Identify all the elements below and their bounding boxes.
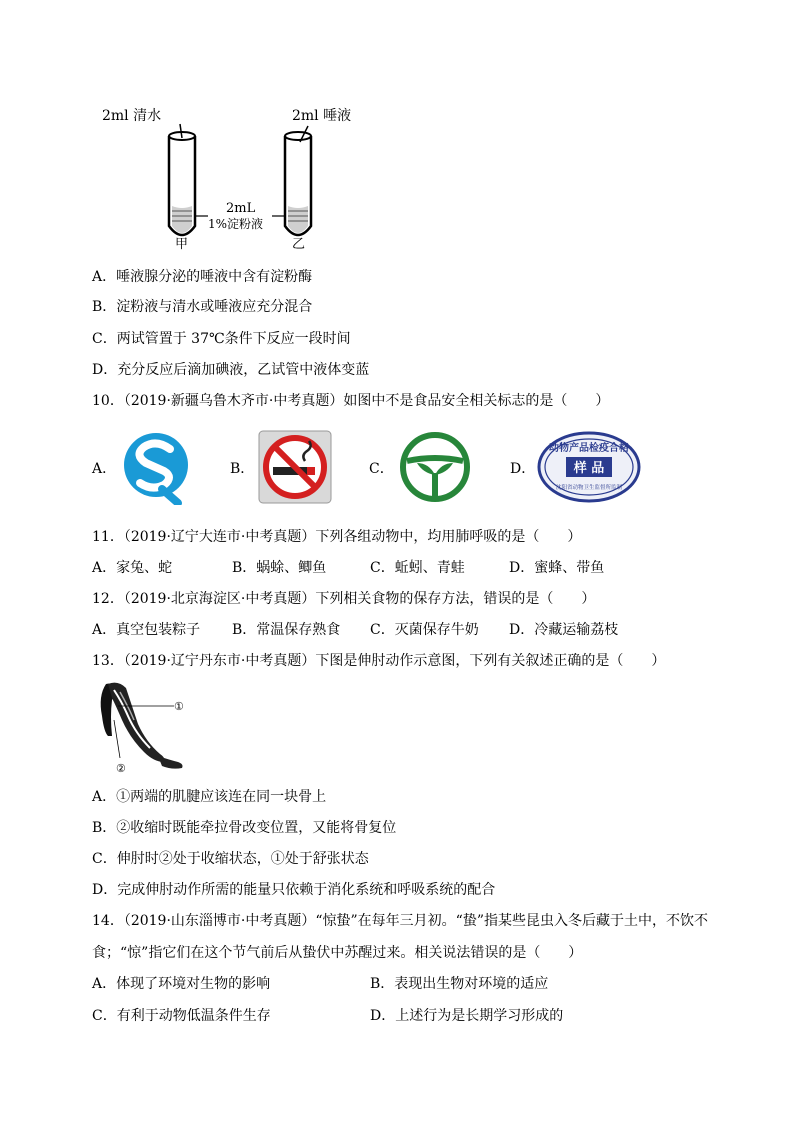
q10-label-a: A． — [92, 461, 117, 477]
tube-yi — [285, 132, 311, 235]
quarantine-seal-icon — [536, 429, 642, 505]
mid-label-starch: 1%淀粉液 — [208, 217, 264, 231]
q12-stem: 12．（2019·北京海淀区·中考真题）下列相关食物的保存方法，错误的是（ ） — [92, 591, 596, 607]
q13-stem: 13．（2019·辽宁丹东市·中考真题）下图是伸肘动作示意图，下列有关叙述正确的是（ ） — [92, 653, 666, 669]
q12-option-c: C．灭菌保存牛奶 — [370, 622, 479, 638]
q14-options-row2 — [92, 1006, 712, 1026]
q13-option-c: C．伸肘时②处于收缩状态，①处于舒张状态 — [92, 851, 369, 867]
q10-label-c: C． — [369, 461, 394, 477]
mid-label-volume: 2mL — [226, 201, 256, 216]
q11-option-b: B．蜗蜍、鲫鱼 — [232, 560, 327, 576]
q12-option-a: A．真空包装粽子 — [92, 622, 201, 638]
q12-options — [92, 620, 712, 640]
q13-option-b: B．②收缩时既能牵拉骨改变位置，又能将骨复位 — [92, 820, 397, 836]
q13-option-d: D．完成伸肘动作所需的能量只依赖于消化系统和呼吸系统的配合 — [92, 882, 496, 898]
q14-stem-line2: 食；“惊”指它们在这个节气前后从蛰伏中苏醒过来。相关说法错误的是（ ） — [92, 945, 583, 961]
q12-option-b: B．常温保存熟食 — [232, 622, 341, 638]
q11-option-d: D．蜜蜂、带鱼 — [509, 560, 605, 576]
green-food-icon — [397, 429, 473, 505]
q14-options-row1 — [92, 974, 712, 994]
marker-1: ① — [174, 700, 184, 713]
q12-option-d: D．冷藏运输荔枝 — [509, 622, 619, 638]
q11-options — [92, 558, 712, 578]
q11-option-c: C．蚯蚓、青蛙 — [370, 560, 465, 576]
q9-option-c: C．两试管置于 37℃条件下反应一段时间 — [92, 331, 351, 347]
q11-option-a: A．家兔、蛇 — [92, 560, 173, 576]
tube-label-jia: 甲 — [175, 237, 189, 250]
q10-label-d: D． — [510, 461, 536, 477]
tube-jia — [169, 132, 195, 235]
q14-option-a: A．体现了环境对生物的影响 — [92, 976, 271, 992]
q11-stem: 11．（2019·辽宁大连市·中考真题）下列各组动物中，均用肺呼吸的是（ ） — [92, 529, 582, 545]
marker-2: ② — [116, 762, 126, 775]
left-tube-label: 2ml 清水 — [102, 108, 162, 124]
q9-option-b: B．淀粉液与清水或唾液应充分混合 — [92, 299, 313, 315]
q10-stem: 10．（2019·新疆乌鲁木齐市·中考真题）如图中不是食品安全相关标志的是（ ） — [92, 393, 610, 409]
seal-top-text: 动物产品检疫合格 — [549, 443, 629, 454]
q13-option-a: A．①两端的肌腱应该连在同一块骨上 — [92, 789, 327, 805]
seal-center-text: 样 品 — [573, 461, 605, 476]
q14-option-c: C．有利于动物低温条件生存 — [92, 1008, 271, 1024]
qs-logo-icon — [118, 429, 194, 505]
q9-option-a: A．唾液腺分泌的唾液中含有淀粉酶 — [92, 269, 313, 285]
q14-option-b: B．表现出生物对环境的适应 — [370, 976, 549, 992]
q14-stem-line1: 14．（2019·山东淄博市·中考真题）“惊蛰”在每年三月初。“蛰”指某些昆虫入冬后藏于土中，不饮不 — [92, 913, 708, 929]
no-smoking-icon — [257, 429, 333, 505]
elbow-extension-figure — [94, 676, 204, 776]
seal-small-text: 沈阳省动物卫生监督所监制 — [555, 485, 623, 491]
q14-option-d: D．上述行为是长期学习形成的 — [370, 1008, 564, 1024]
test-tube-figure — [96, 98, 366, 250]
right-tube-label: 2ml 唾液 — [292, 108, 352, 124]
tube-label-yi: 乙 — [292, 237, 306, 250]
q9-option-d: D．充分反应后滴加碘液，乙试管中液体变蓝 — [92, 362, 370, 378]
q10-label-b: B． — [230, 461, 255, 477]
